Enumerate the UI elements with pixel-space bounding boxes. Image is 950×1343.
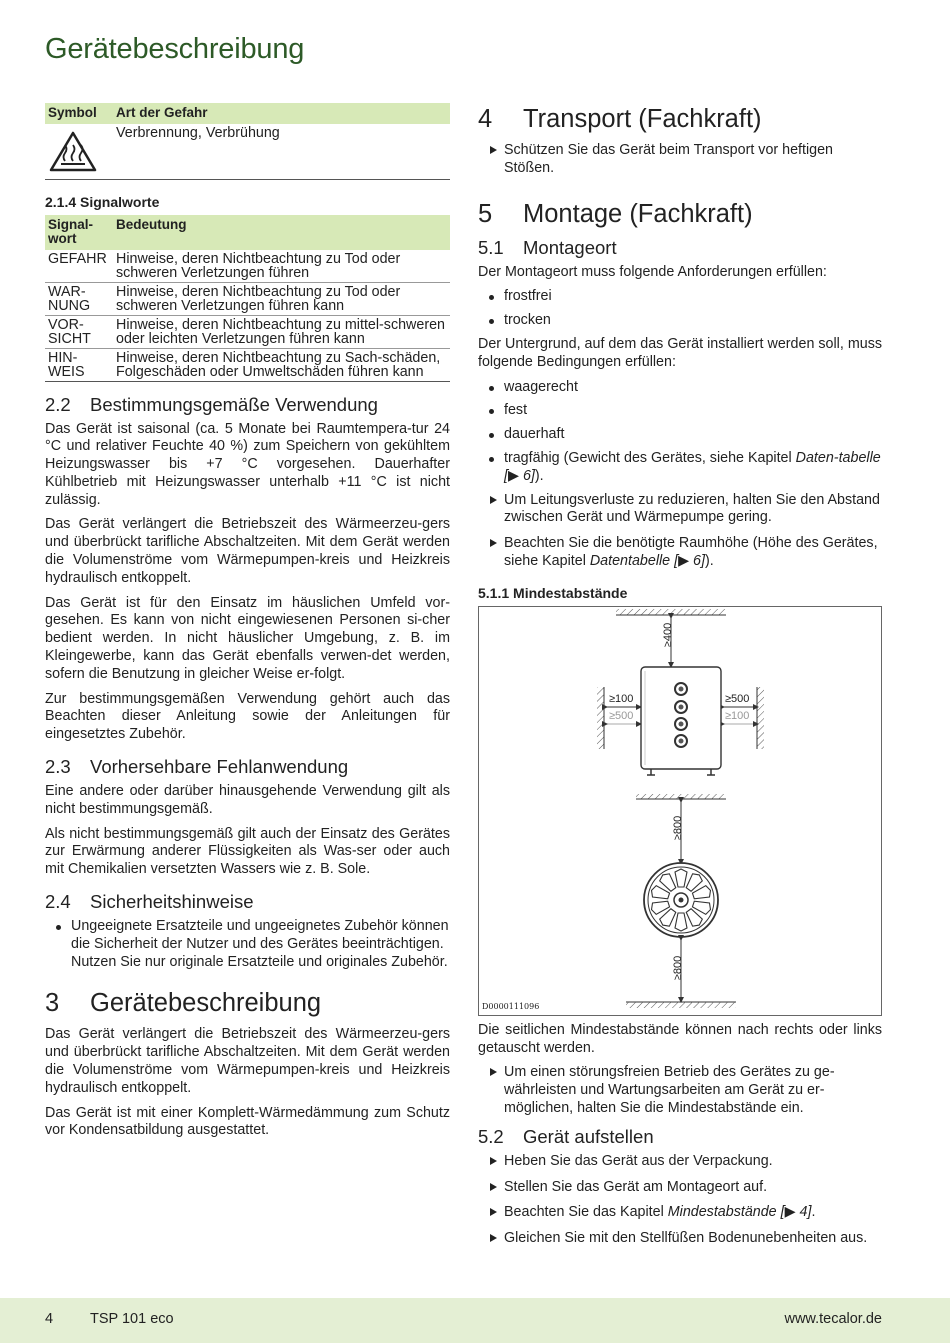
signal-col-meaning: Bedeutung [113,215,450,250]
paragraph: Als nicht bestimmungsgemäß gilt auch der Einsatz des Gerätes zur Erwärmung anderer Flüssigkeiten als Was-ser oder auch mit Chemikalien versetzten Wassers wie z. B. Sole. [45,825,450,878]
dim-right-b-label: ≥100 [725,709,750,722]
list-item: tragfähig (Gewicht des Gerätes, siehe Kapitel Daten-tabelle [▶ 6]). [478,450,882,486]
signal-words-table [45,215,450,382]
section-3-heading: 3 Gerätebeschreibung [45,989,322,1018]
left-column [45,103,450,1147]
paragraph: Das Gerät ist saisonal (ca. 5 Monate bei Raumtempera-tur 24 °C und relativer Feuchte 40 %) zum Speichern von gekühltem Heizungswasser bis +7 °C vorgesehen. Dauerhafter Kühlbetrieb mit Heizungswasser unterhalb +11 °C ist nicht zulässig. [45,420,450,508]
dim-top-label: ≥400 [662,622,675,647]
list-item: Beachten Sie die benötigte Raumhöhe (Höhe des Gerätes, siehe Kapitel Datentabelle [▶ 6]). [478,535,882,571]
datentabelle-link[interactable]: Daten-tabelle [▶ 6] [504,449,881,484]
paragraph: Das Gerät verlängert die Betriebszeit des Wärmeerzeu-gers und überbrückt tarifliche Abschaltzeiten. Mit dem Gerät werden die Volumenströme vom Wärmepumpen-kreis und Heizkreis hydraulisch entkoppelt. [45,1026,450,1096]
signal-word: WAR-NUNG [45,282,113,315]
table-row [45,282,450,315]
dim-right-a-label: ≥500 [725,692,750,705]
list-item: waagerecht [478,379,882,397]
section-2-2-heading: 2.2 Bestimmungsgemäße Verwendung [45,393,378,415]
hazard-col-symbol: Symbol [45,103,113,124]
list-item: fest [478,402,882,420]
list-item: Beachten Sie das Kapitel Mindestabstände [▶ 4]. [478,1204,882,1222]
paragraph: Eine andere oder darüber hinausgehende Verwendung gilt als nicht bestimmungsgemäß. [45,783,450,817]
transport-steps [478,142,882,178]
page-number: 4 [45,1311,54,1327]
table-row [45,348,450,381]
location-requirements-list [478,288,882,330]
paragraph: Das Gerät ist mit einer Komplett-Wärmedämmung zum Schutz vor Kondensatbildung ausgestattet. [45,1104,450,1139]
product-name: TSP 101 eco [90,1311,174,1327]
signal-word: VOR-SICHT [45,315,113,348]
list-item: frostfrei [478,288,882,306]
signal-meaning: Hinweise, deren Nichtbeachtung zu Sach-schäden, Folgeschäden oder Umweltschäden führen kann [113,348,450,381]
list-item: Gleichen Sie mit den Stellfüßen Bodenunebenheiten aus. [478,1230,882,1248]
paragraph: Das Gerät ist für den Einsatz im häuslichen Umfeld vor-gesehen. Es kann von nicht eingewiesenen Personen si-cher bedient werden. In nicht häuslicher Umgebung, z. B. im Kleingewerbe, kann das Gerät ebenfalls verwen-det werden, sofern die Benutzung in gleicher Weise er-folgt. [45,594,450,682]
paragraph: Der Untergrund, auf dem das Gerät installiert werden soll, muss folgende Bedingungen erfüllen: [478,335,882,370]
section-2-4-heading: 2.4 Sicherheitshinweise [45,891,254,913]
signal-meaning: Hinweise, deren Nichtbeachtung zu mittel-schweren oder leichten Verletzungen führen kann [113,315,450,348]
list-item: trocken [478,312,882,330]
mindestabstaende-link[interactable]: Mindestabstände [▶ 4] [667,1204,812,1221]
website-link[interactable]: www.tecalor.de [784,1311,882,1327]
min-distances-heading: 5.1.1 Mindestabstände [478,584,628,601]
list-item: Stellen Sie das Gerät am Montageort auf. [478,1179,882,1197]
page-footer [0,1298,950,1343]
min-distances-figure [478,606,882,1016]
page-header-title: Gerätebeschreibung [45,33,305,65]
list-item: Schützen Sie das Gerät beim Transport vor heftigen Stößen. [478,142,882,178]
min-distances-diagram [479,607,881,1015]
safety-list [45,918,450,971]
hazard-type-text: Verbrennung, Verbrühung [113,124,450,180]
list-item: Um Leitungsverluste zu reduzieren, halten Sie den Abstand zwischen Gerät und Wärmepumpe gering. [478,492,882,528]
table-row [45,315,450,348]
floor-requirements-list [478,379,882,486]
datentabelle-link[interactable]: Datentabelle [▶ 6] [589,552,705,569]
hot-surface-warning-icon [48,130,98,172]
list-item: dauerhaft [478,426,882,444]
list-item: Ungeeignete Ersatzteile und ungeeignetes Zubehör können die Sicherheit der Nutzer und des Gerätes beeinträchtigen. Nutzen Sie nur originale Ersatzteile und originales Zubehör. [45,918,450,971]
list-item: Heben Sie das Gerät aus der Verpackung. [478,1153,882,1171]
signal-word: GEFAHR [45,250,113,283]
signal-col-word: Signal-wort [45,215,113,250]
paragraph: Die seitlichen Mindestabstände können nach rechts oder links getauscht werden. [478,1021,882,1056]
section-5-1-heading: 5.1 Montageort [478,236,617,258]
section-5-2-heading: 5.2 Gerät aufstellen [478,1125,654,1147]
signal-words-heading: 2.1.4 Signalworte [45,193,160,210]
montageort-steps [478,492,882,571]
dim-left-a-label: ≥100 [609,692,634,705]
setup-steps [478,1153,882,1248]
min-distance-steps [478,1064,882,1117]
hazard-col-type: Art der Gefahr [113,103,450,124]
dim-left-b-label: ≥500 [609,709,634,722]
table-row [45,250,450,283]
paragraph: Der Montageort muss folgende Anforderungen erfüllen: [478,263,827,280]
figure-code: D0000111096 [482,1001,540,1011]
section-4-heading: 4 Transport (Fachkraft) [478,105,762,133]
list-item: Um einen störungsfreien Betrieb des Gerätes zu ge-währleisten und Wartungsarbeiten am Gerät zu er-möglichen, halten Sie die Mindestabstände ein. [478,1064,882,1117]
signal-meaning: Hinweise, deren Nichtbeachtung zu Tod oder schweren Verletzungen führen [113,250,450,283]
dim-bottom-label: ≥800 [672,955,685,980]
signal-meaning: Hinweise, deren Nichtbeachtung zu Tod oder schweren Verletzungen führen kann [113,282,450,315]
paragraph: Zur bestimmungsgemäßen Verwendung gehört auch das Beachten dieser Anleitung sowie der Anleitungen für eingesetztes Zubehör. [45,690,450,743]
hazard-table [45,103,450,180]
right-column [478,103,882,1256]
section-2-3-heading: 2.3 Vorhersehbare Fehlanwendung [45,756,349,778]
section-5-heading: 5 Montage (Fachkraft) [478,199,753,228]
signal-word: HIN-WEIS [45,348,113,381]
paragraph: Das Gerät verlängert die Betriebszeit des Wärmeerzeu-gers und überbrückt tarifliche Abschaltzeiten. Mit dem Gerät werden die Volumenströme vom Wärmepumpen-kreis und Heizkreis hydraulisch entkoppelt. [45,516,450,586]
dim-mid-label: ≥800 [672,815,685,840]
